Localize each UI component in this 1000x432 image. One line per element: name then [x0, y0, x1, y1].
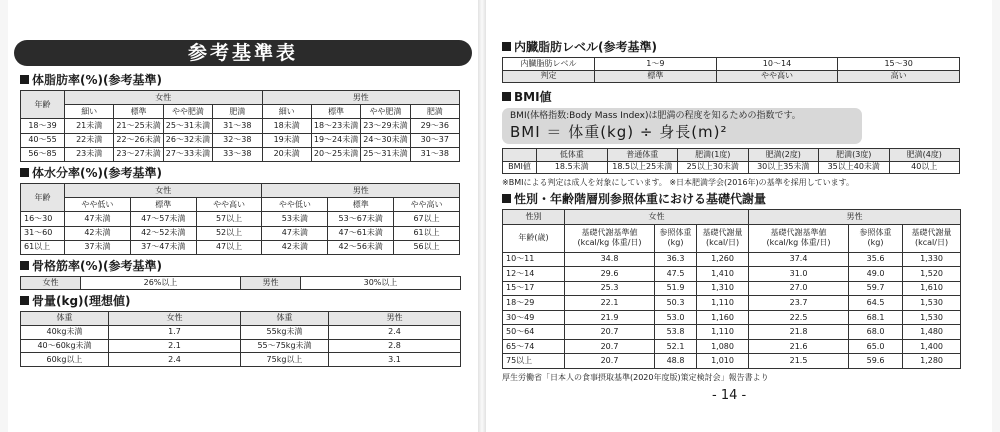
basal-cell: 1,520	[903, 267, 961, 282]
water-cell: 53〜67未満	[328, 212, 394, 226]
page-title: 参考基準表	[14, 40, 472, 66]
basal-cell: 59.7	[849, 281, 903, 296]
fat-col-header: 細い	[262, 105, 311, 119]
fat-cell: 25〜31未満	[163, 119, 212, 133]
square-bullet-icon	[20, 168, 29, 177]
basal-col-header	[749, 224, 849, 252]
water-age-cell: 16〜30	[21, 212, 65, 226]
basal-cell: 22.5	[749, 310, 849, 325]
basal-age-cell: 18〜29	[503, 296, 565, 311]
square-bullet-icon	[20, 296, 29, 305]
bmi-cell: 40以上	[889, 161, 960, 174]
water-male-header: 男性	[262, 184, 460, 198]
basal-col-title: 参照体重	[659, 228, 692, 238]
basal-cell: 49.0	[849, 267, 903, 282]
basal-cell: 20.7	[565, 354, 655, 369]
fat-cell: 19〜24未満	[311, 133, 360, 147]
muscle-table	[20, 276, 461, 290]
fat-cell: 23〜27未満	[114, 147, 163, 161]
basal-age-header: 年齢(歳)	[503, 224, 565, 252]
basal-col-unit: (kcal/kg 体重/日)	[766, 238, 831, 248]
bmi-cell: 30以上35未満	[748, 161, 819, 174]
basal-cell: 21.6	[749, 339, 849, 354]
basal-cell: 37.4	[749, 252, 849, 267]
bone-cell: 2.1	[109, 339, 241, 353]
table-row	[21, 353, 461, 367]
muscle-female-value: 26%以上	[81, 277, 241, 290]
bone-cell: 3.1	[329, 353, 461, 367]
visceral-heading	[502, 40, 657, 54]
basal-age-cell: 50〜64	[503, 325, 565, 340]
basal-col-unit: (kcal/kg 体重/日)	[577, 238, 642, 248]
fat-cell: 25〜31未満	[361, 147, 410, 161]
water-cell: 47未満	[262, 226, 328, 240]
visceral-table	[502, 57, 960, 83]
basal-col-title: 基礎代謝基準値	[581, 228, 638, 238]
bone-cell: 40〜60kg未満	[21, 339, 109, 353]
fat-cell: 21未満	[65, 119, 114, 133]
basal-age-cell: 65〜74	[503, 339, 565, 354]
bmi-formula: BMI ＝ 体重(kg) ÷ 身長(m)²	[510, 123, 728, 141]
square-bullet-icon	[502, 194, 511, 203]
bone-table	[20, 311, 461, 367]
basal-female-header: 女性	[565, 210, 749, 225]
visceral-cell: 10〜14	[716, 58, 838, 71]
bone-heading	[20, 294, 131, 308]
basal-col-title: 基礎代謝基準値	[770, 228, 827, 238]
visceral-cell: 1〜9	[595, 58, 717, 71]
water-col-header: やや高い	[394, 198, 460, 212]
basal-cell: 53.8	[655, 325, 697, 340]
basal-col-unit: (kcal/日)	[915, 238, 949, 248]
basal-cell: 52.1	[655, 339, 697, 354]
basal-cell: 29.6	[565, 267, 655, 282]
basal-cell: 1,160	[697, 310, 749, 325]
bone-cell: 55kg未満	[241, 325, 329, 339]
basal-cell: 1,330	[903, 252, 961, 267]
water-age-header: 年齢	[21, 184, 65, 212]
fat-cell: 22〜26未満	[114, 133, 163, 147]
fat-cell: 23〜29未満	[361, 119, 410, 133]
table-row	[503, 325, 961, 340]
water-col-header: 標準	[130, 198, 196, 212]
muscle-heading	[20, 259, 162, 273]
fat-age-cell: 40〜55	[21, 133, 65, 147]
fat-cell: 18〜23未満	[311, 119, 360, 133]
water-heading	[20, 166, 162, 180]
visceral-cell: 15〜30	[838, 58, 960, 71]
fat-age-cell: 18〜39	[21, 119, 65, 133]
water-age-cell: 61以上	[21, 240, 65, 254]
fat-cell: 23未満	[65, 147, 114, 161]
bone-cell: 2.8	[329, 339, 461, 353]
basal-cell: 1,110	[697, 325, 749, 340]
fat-cell: 29〜36	[410, 119, 459, 133]
water-cell: 47以上	[196, 240, 262, 254]
square-bullet-icon	[502, 42, 511, 51]
water-cell: 53未満	[262, 212, 328, 226]
basal-col-title: 基礎代謝量	[911, 228, 952, 238]
basal-cell: 50.3	[655, 296, 697, 311]
basal-col-title: 基礎代謝量	[702, 228, 743, 238]
basal-col-header	[903, 224, 961, 252]
basal-sex-header: 性別	[503, 210, 565, 225]
bone-female-header: 女性	[109, 312, 241, 326]
table-row	[503, 281, 961, 296]
basal-cell: 47.5	[655, 267, 697, 282]
water-cell: 47〜61未満	[328, 226, 394, 240]
basal-cell: 1,260	[697, 252, 749, 267]
basal-cell: 59.6	[849, 354, 903, 369]
bone-male-header: 男性	[329, 312, 461, 326]
fat-col-header: 肥満	[410, 105, 459, 119]
basal-cell: 64.5	[849, 296, 903, 311]
table-row	[21, 212, 460, 226]
water-cell: 47〜57未満	[130, 212, 196, 226]
basal-heading-text: 性別・年齢階層別参照体重における基礎代謝量	[514, 192, 767, 206]
fat-cell: 26〜32未満	[163, 133, 212, 147]
table-row	[21, 226, 460, 240]
bmi-heading	[502, 90, 552, 104]
basal-age-cell: 10〜11	[503, 252, 565, 267]
water-col-header: やや低い	[65, 198, 131, 212]
basal-cell: 1,110	[697, 296, 749, 311]
basal-male-header: 男性	[749, 210, 961, 225]
bmi-header: 肥満(3度)	[819, 149, 890, 162]
bmi-header: 普通体重	[607, 149, 678, 162]
basal-cell: 1,610	[903, 281, 961, 296]
fat-col-header: やや肥満	[163, 105, 212, 119]
basal-cell: 1,310	[697, 281, 749, 296]
basal-col-unit: (kg)	[867, 238, 884, 248]
fat-col-header: 細い	[65, 105, 114, 119]
basal-cell: 21.5	[749, 354, 849, 369]
muscle-heading-text: 骨格筋率(%)(参考基準)	[32, 259, 162, 273]
table-row	[503, 296, 961, 311]
bone-cell: 2.4	[109, 353, 241, 367]
bmi-definition: BMI(体格指数:Body Mass Index)は肥満の程度を知るための指数です。	[510, 111, 801, 121]
water-cell: 42〜56未満	[328, 240, 394, 254]
table-row	[503, 161, 960, 174]
table-row	[21, 119, 460, 133]
table-row	[503, 339, 961, 354]
fat-col-header: やや肥満	[361, 105, 410, 119]
basal-cell: 68.0	[849, 325, 903, 340]
visceral-cell: やや高い	[716, 70, 838, 83]
water-heading-text: 体水分率(%)(参考基準)	[32, 166, 162, 180]
basal-age-cell: 12〜14	[503, 267, 565, 282]
table-row	[503, 354, 961, 369]
bmi-info-box	[502, 108, 862, 144]
water-col-header: 標準	[328, 198, 394, 212]
bone-heading-text: 骨量(kg)(理想値)	[32, 294, 131, 308]
table-row	[21, 325, 461, 339]
basal-cell: 53.0	[655, 310, 697, 325]
fat-col-header: 標準	[114, 105, 163, 119]
basal-col-unit: (kg)	[667, 238, 684, 248]
fat-cell: 18未満	[262, 119, 311, 133]
fat-cell: 32〜38	[213, 133, 262, 147]
muscle-female-label: 女性	[21, 277, 81, 290]
basal-cell: 23.7	[749, 296, 849, 311]
basal-cell: 34.8	[565, 252, 655, 267]
fat-cell: 24〜30未満	[361, 133, 410, 147]
visceral-heading-text: 内臓脂肪レベル(参考基準)	[514, 40, 657, 54]
fat-cell: 20未満	[262, 147, 311, 161]
basal-cell: 35.6	[849, 252, 903, 267]
basal-cell: 1,280	[903, 354, 961, 369]
bmi-header: 肥満(4度)	[889, 149, 960, 162]
table-row	[21, 277, 461, 290]
table-row	[21, 133, 460, 147]
basal-cell: 21.8	[749, 325, 849, 340]
bmi-cell: 25以上30未満	[678, 161, 749, 174]
water-table	[20, 183, 460, 255]
basal-cell: 68.1	[849, 310, 903, 325]
basal-cell: 21.9	[565, 310, 655, 325]
basal-cell: 31.0	[749, 267, 849, 282]
bone-cell: 1.7	[109, 325, 241, 339]
square-bullet-icon	[502, 92, 511, 101]
fat-cell: 21〜25未満	[114, 119, 163, 133]
basal-cell: 27.0	[749, 281, 849, 296]
water-cell: 42〜52未満	[130, 226, 196, 240]
fat-cell: 33〜38	[213, 147, 262, 161]
table-row	[21, 240, 460, 254]
basal-cell: 20.7	[565, 325, 655, 340]
water-age-cell: 31〜60	[21, 226, 65, 240]
fat-col-header: 肥満	[213, 105, 262, 119]
water-col-header: やや低い	[262, 198, 328, 212]
fat-cell: 22未満	[65, 133, 114, 147]
bone-cell: 60kg以上	[21, 353, 109, 367]
bmi-cell: 18.5未満	[537, 161, 608, 174]
visceral-cell: 判定	[503, 70, 595, 83]
basal-cell: 20.7	[565, 339, 655, 354]
bone-cell: 2.4	[329, 325, 461, 339]
fat-table	[20, 90, 460, 162]
water-cell: 61以上	[394, 226, 460, 240]
table-row	[21, 339, 461, 353]
water-cell: 37〜47未満	[130, 240, 196, 254]
page-fold	[478, 0, 486, 432]
basal-col-unit: (kcal/日)	[705, 238, 740, 248]
basal-cell: 1,400	[903, 339, 961, 354]
visceral-cell: 内臓脂肪レベル	[503, 58, 595, 71]
fat-col-header: 標準	[311, 105, 360, 119]
table-row	[503, 267, 961, 282]
bmi-cell: BMI値	[503, 161, 537, 174]
basal-age-cell: 15〜17	[503, 281, 565, 296]
basal-col-title: 参照体重	[859, 228, 892, 238]
fat-age-cell: 56〜85	[21, 147, 65, 161]
bone-cell: 55〜75kg未満	[241, 339, 329, 353]
bone-weight-header: 体重	[21, 312, 109, 326]
basal-cell: 1,010	[697, 354, 749, 369]
basal-cell: 25.3	[565, 281, 655, 296]
square-bullet-icon	[20, 261, 29, 270]
basal-cell: 51.9	[655, 281, 697, 296]
bmi-note: ※BMIによる判定は成人を対象にしています。 ※日本肥満学会(2016年)の基準を採用しています。	[502, 178, 855, 187]
page-number: - 14 -	[712, 388, 747, 403]
basal-cell: 1,530	[903, 310, 961, 325]
basal-age-cell: 30〜49	[503, 310, 565, 325]
bmi-header	[503, 149, 537, 162]
basal-cell: 1,480	[903, 325, 961, 340]
basal-age-cell: 75以上	[503, 354, 565, 369]
bone-cell: 40kg未満	[21, 325, 109, 339]
fat-cell: 19未満	[262, 133, 311, 147]
table-row	[503, 58, 960, 71]
fat-cell: 31〜38	[410, 147, 459, 161]
fat-female-header: 女性	[65, 91, 263, 105]
fat-heading-text: 体脂肪率(%)(参考基準)	[32, 73, 162, 87]
water-female-header: 女性	[65, 184, 262, 198]
bmi-cell: 18.5以上25未満	[607, 161, 678, 174]
basal-heading	[502, 192, 766, 206]
bmi-heading-text: BMI値	[514, 90, 552, 104]
bmi-header: 肥満(2度)	[748, 149, 819, 162]
basal-cell: 1,080	[697, 339, 749, 354]
basal-source-note: 厚生労働省「日本人の食事摂取基準(2020年度版)策定検討会」報告書より	[502, 373, 769, 382]
table-row	[503, 70, 960, 83]
bmi-cell: 35以上40未満	[819, 161, 890, 174]
bmi-table	[502, 148, 960, 174]
water-cell: 56以上	[394, 240, 460, 254]
water-cell: 37未満	[65, 240, 131, 254]
basal-cell: 1,530	[903, 296, 961, 311]
fat-cell: 27〜33未満	[163, 147, 212, 161]
fat-age-header: 年齢	[21, 91, 65, 119]
basal-col-header	[655, 224, 697, 252]
muscle-male-value: 30%以上	[301, 277, 461, 290]
basal-cell: 1,410	[697, 267, 749, 282]
basal-cell: 48.8	[655, 354, 697, 369]
basal-cell: 22.1	[565, 296, 655, 311]
water-cell: 42未満	[65, 226, 131, 240]
bone-cell: 75kg以上	[241, 353, 329, 367]
water-cell: 47未満	[65, 212, 131, 226]
fat-cell: 31〜38	[213, 119, 262, 133]
visceral-cell: 高い	[838, 70, 960, 83]
basal-col-header	[697, 224, 749, 252]
bmi-header: 低体重	[537, 149, 608, 162]
water-cell: 67以上	[394, 212, 460, 226]
bone-weight-header: 体重	[241, 312, 329, 326]
water-cell: 57以上	[196, 212, 262, 226]
square-bullet-icon	[20, 75, 29, 84]
basal-cell: 36.3	[655, 252, 697, 267]
muscle-male-label: 男性	[241, 277, 301, 290]
water-cell: 52以上	[196, 226, 262, 240]
basal-cell: 65.0	[849, 339, 903, 354]
table-row	[503, 310, 961, 325]
fat-cell: 20〜25未満	[311, 147, 360, 161]
table-row	[21, 147, 460, 161]
table-row	[503, 252, 961, 267]
basal-col-header	[565, 224, 655, 252]
fat-cell: 30〜37	[410, 133, 459, 147]
water-col-header: やや高い	[196, 198, 262, 212]
basal-col-header	[849, 224, 903, 252]
water-cell: 42未満	[262, 240, 328, 254]
basal-table	[502, 209, 961, 369]
visceral-cell: 標準	[595, 70, 717, 83]
bmi-header: 肥満(1度)	[678, 149, 749, 162]
fat-heading	[20, 73, 162, 87]
fat-male-header: 男性	[262, 91, 460, 105]
